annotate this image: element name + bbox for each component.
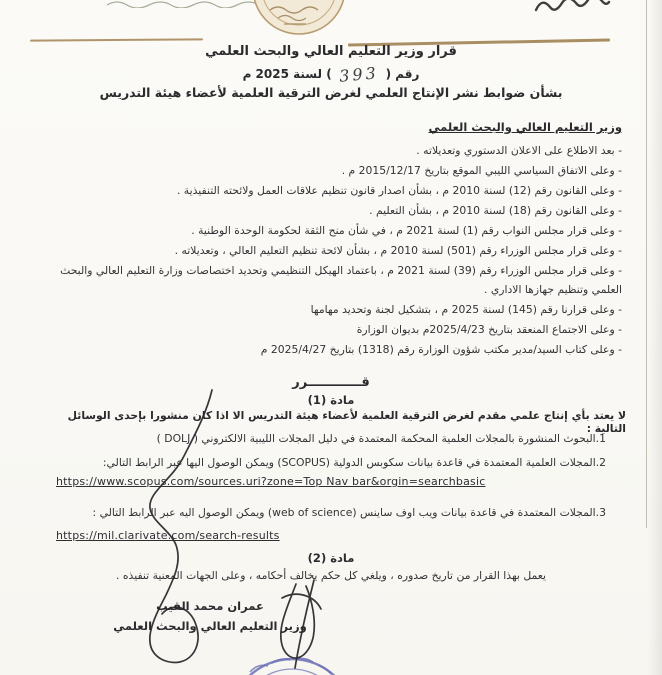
article-1-item-2: 2.المجلات العلمية المعتمدة في قاعدة بيانات سكوبس الدولية (SCOPUS) ويمكن الوصول اليها عبر الرابط التالي: xyxy=(102,456,606,469)
decided-heading: قــــــــــــرر xyxy=(292,375,370,390)
page-fold-line xyxy=(646,0,647,528)
preamble-item: - وعلى الاتفاق السياسي الليبي الموقع بتاريخ 2015/12/17 م . xyxy=(341,164,622,177)
article-1-heading: مادة (1) xyxy=(307,393,355,407)
official-stamp xyxy=(212,646,372,675)
ministry-seal xyxy=(244,0,354,38)
signature-name: عمران محمد القيب xyxy=(156,599,264,613)
preamble-item: - وعلى قرار مجلس الوزراء رقم (501) لسنة 2010 م ، بشأن لائحة تنظيم التعليم العالي ، وتعديلاته . xyxy=(174,244,622,257)
preamble-item: - وعلى قرار مجلس الوزراء رقم (39) لسنة 2021 م ، باعتماد الهيكل التنظيمي وتحديد اختصاصات وزارة التعليم العالي والبحث العلمي وتنظيم جهازها الاداري . xyxy=(60,264,622,296)
decree-title: قرار وزير التعليم العالي والبحث العلمي xyxy=(205,44,457,59)
article-2-heading: مادة (2) xyxy=(307,551,355,565)
decree-subject: بشأن ضوابط نشر الإنتاج العلمي لغرض الترقية العلمية لأعضاء هيئة التدريس xyxy=(99,85,563,100)
preamble-item: - وعلى قرار مجلس النواب رقم (1) لسنة 2021 م ، في شأن منح الثقة لحكومة الوحدة الوطنية . xyxy=(191,224,622,237)
clarivate-link[interactable]: https://mil.clarivate.com/search-results xyxy=(56,529,280,542)
decree-number-prefix: رقم ( xyxy=(381,67,420,81)
article-1-item-1: 1.البحوث المنشورة بالمجلات العلمية المحكمة المعتمدة في دليل المجلات الليبية الالكتروني ( DOLJ ) xyxy=(156,432,606,445)
decree-number-suffix: ) لسنة 2025 م xyxy=(242,67,336,81)
header-rule-left xyxy=(30,38,203,41)
article-1-intro: لا يعتد بأي إنتاج علمي مقدم لغرض الترقية العلمية لأعضاء هيئة التدريس الا اذا كان منشورا بإحدى الوسائل التالية : xyxy=(67,409,626,435)
preamble-item: - وعلى القانون رقم (12) لسنة 2010 م ، بشأن اصدار قانون تنظيم علاقات العمل ولائحته التنفيذية . xyxy=(176,184,622,197)
signature-title: وزير التعليم العالي والبحث العلمي xyxy=(113,619,307,633)
preamble-item: - وعلى قرارنا رقم (145) لسنة 2025 م ، بتشكيل لجنة وتحديد مهامها xyxy=(310,303,622,316)
preamble-item: - بعد الاطلاع على الاعلان الدستوري وتعديلاته . xyxy=(416,144,622,157)
preamble-section xyxy=(36,120,622,360)
preamble-item: - وعلى القانون رقم (18) لسنة 2010 م ، بشأن التعليم . xyxy=(369,204,622,217)
scopus-link[interactable]: https://www.scopus.com/sources.uri?zone=Top Nav bar&orgin=searchbasic xyxy=(56,475,486,488)
preamble-item: - وعلى الاجتماع المنعقد بتاريخ 2025/4/23م بديوان الوزارة xyxy=(356,323,622,336)
article-2-text: يعمل بهذا القرار من تاريخ صدوره ، ويلغي كل حكم يخالف أحكامه ، وعلى الجهات المعنية تنفيذه . xyxy=(116,569,546,582)
decree-number-line xyxy=(30,63,632,86)
preamble-heading: وزير التعليم العالي والبحث العلمي xyxy=(428,120,622,134)
handwritten-decree-number: 393 xyxy=(338,63,380,86)
preamble-item: - وعلى كتاب السيد/مدير مكتب شؤون الوزارة رقم (1318) بتاريخ 2025/4/27 م xyxy=(260,343,622,356)
cropped-letterhead-text-right xyxy=(533,0,611,13)
article-1-item-3: 3.المجلات المعتمدة في قاعدة بيانات ويب اوف ساينس (web of science) ويمكن الوصول اليه عبر الرابط التالي : xyxy=(92,506,606,519)
